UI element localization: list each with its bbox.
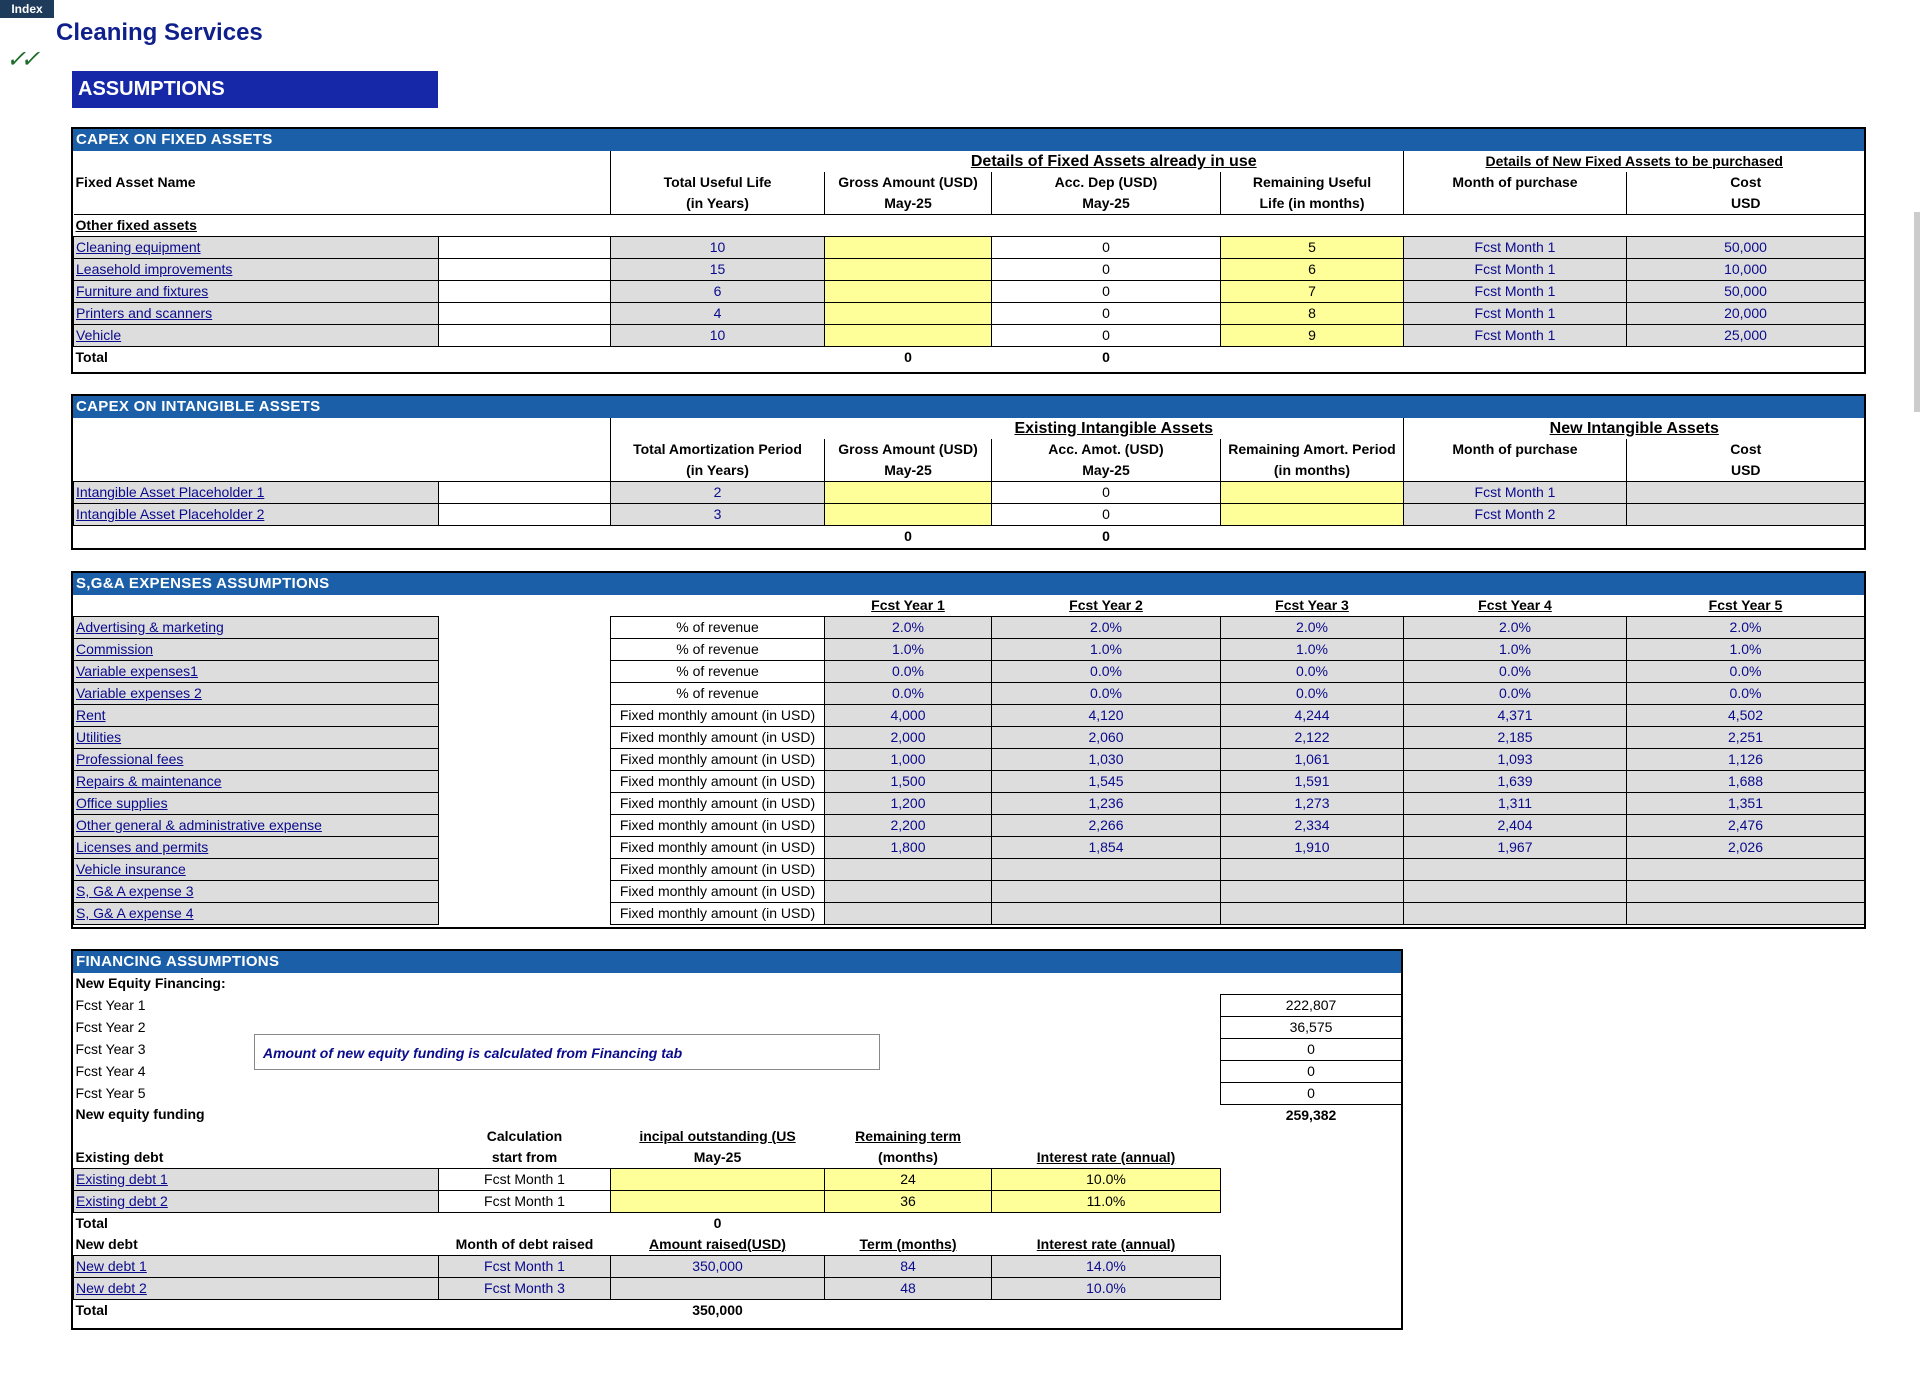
financing-section	[71, 949, 1403, 1330]
col-remaining-header: Remaining Amort. Period	[1221, 439, 1404, 460]
group-new: Details of New Fixed Assets to be purchased	[1404, 151, 1865, 172]
basis-cell[interactable]: Fixed monthly amount (in USD)	[611, 815, 825, 837]
value-cell[interactable]: 2,000	[825, 727, 992, 749]
amount-raised-cell[interactable]: 350,000	[611, 1255, 825, 1277]
existing-total: 0	[713, 1214, 722, 1231]
table-row	[74, 303, 1865, 325]
equity-year-label: Fcst Year 1	[75, 996, 146, 1013]
col-period-header: Total Amortization Period	[611, 439, 825, 460]
col-amot-header: Acc. Amot. (USD)	[992, 439, 1221, 460]
value-cell[interactable]: 2,200	[825, 815, 992, 837]
cost-cell[interactable]: 50,000	[1627, 281, 1865, 303]
value-cell[interactable]	[1221, 903, 1404, 925]
col-life-unit: (in Years)	[611, 193, 825, 215]
expense-name[interactable]: Variable expenses1	[74, 661, 439, 683]
col-month-header: Month of purchase	[1404, 172, 1627, 193]
table-row	[74, 793, 1865, 815]
expense-name[interactable]: Other general & administrative expense	[74, 815, 439, 837]
col-gross-header: Gross Amount (USD)	[825, 172, 992, 193]
table-row	[74, 661, 1865, 683]
asset-name[interactable]: Vehicle	[74, 325, 439, 347]
value-cell[interactable]: 0.0%	[825, 661, 992, 683]
expense-name[interactable]: Advertising & marketing	[74, 617, 439, 639]
capex-fixed-table	[73, 151, 1865, 368]
value-cell[interactable]: 0.0%	[992, 683, 1221, 705]
total-amot: 0	[1102, 528, 1110, 544]
rate-cell[interactable]: 14.0%	[992, 1255, 1221, 1277]
col-principal-date: May-25	[693, 1148, 742, 1165]
useful-life-cell[interactable]: 6	[611, 281, 825, 303]
table-row	[74, 237, 1865, 259]
equity-value-cell[interactable]: 222,807	[1221, 994, 1402, 1016]
equity-year-label: Fcst Year 5	[75, 1084, 146, 1101]
col-month-raised-header: Month of debt raised	[455, 1235, 594, 1252]
month-of-purchase-cell[interactable]: Fcst Month 1	[1404, 237, 1627, 259]
value-cell[interactable]: 2.0%	[1221, 617, 1404, 639]
existing-debt-name[interactable]: Existing debt 1	[74, 1168, 439, 1190]
section-header: FINANCING ASSUMPTIONS	[73, 951, 1401, 973]
value-cell[interactable]	[992, 881, 1221, 903]
remaining-life-cell[interactable]: 9	[1221, 325, 1404, 347]
table-row	[74, 1277, 1402, 1299]
value-cell[interactable]	[1404, 859, 1627, 881]
value-cell[interactable]	[1221, 881, 1404, 903]
equity-title: New Equity Financing:	[75, 975, 226, 991]
table-row	[74, 259, 1865, 281]
year-header: Fcst Year 5	[1708, 597, 1783, 613]
value-cell[interactable]: 2.0%	[1404, 617, 1627, 639]
cost-cell[interactable]: 20,000	[1627, 303, 1865, 325]
col-remaining-unit: (in months)	[1221, 460, 1404, 482]
col-amot-date: May-25	[992, 460, 1221, 482]
month-of-purchase-cell[interactable]: Fcst Month 1	[1404, 281, 1627, 303]
table-row	[74, 1082, 1402, 1104]
new-debt-name[interactable]: New debt 2	[74, 1277, 439, 1299]
table-row	[74, 1168, 1402, 1190]
table-row	[74, 281, 1865, 303]
value-cell[interactable]	[1404, 903, 1627, 925]
equity-year-label: Fcst Year 2	[75, 1018, 146, 1035]
principal-cell[interactable]	[611, 1168, 825, 1190]
subheader: Other fixed assets	[75, 217, 197, 233]
basis-cell[interactable]: Fixed monthly amount (in USD)	[611, 771, 825, 793]
section-header: CAPEX ON INTANGIBLE ASSETS	[73, 396, 1864, 418]
month-of-purchase-cell[interactable]: Fcst Month 2	[1404, 504, 1627, 526]
term-cell[interactable]: 48	[825, 1277, 992, 1299]
section-header: S,G&A EXPENSES ASSUMPTIONS	[73, 573, 1864, 595]
col-gross-date: May-25	[825, 460, 992, 482]
value-cell[interactable]: 4,000	[825, 705, 992, 727]
amount-raised-cell[interactable]	[611, 1277, 825, 1299]
table-row	[74, 727, 1865, 749]
value-cell[interactable]: 4,120	[992, 705, 1221, 727]
group-existing: Existing Intangible Assets	[1014, 420, 1214, 437]
month-raised-cell[interactable]: Fcst Month 3	[439, 1277, 611, 1299]
gross-amount-cell[interactable]	[825, 259, 992, 281]
assumptions-banner: ASSUMPTIONS	[72, 71, 438, 108]
table-row	[74, 683, 1865, 705]
table-row	[74, 994, 1402, 1016]
group-new: New Intangible Assets	[1404, 418, 1865, 439]
intangible-name[interactable]: Intangible Asset Placeholder 1	[74, 482, 439, 504]
cost-cell[interactable]: 25,000	[1627, 325, 1865, 347]
table-row	[74, 504, 1865, 526]
gross-amount-cell[interactable]	[825, 504, 992, 526]
col-gross-header: Gross Amount (USD)	[825, 439, 992, 460]
page-title: Cleaning Services	[56, 19, 263, 46]
value-cell[interactable]: 1.0%	[1627, 639, 1865, 661]
table-row	[74, 325, 1865, 347]
start-cell[interactable]: Fcst Month 1	[439, 1168, 611, 1190]
equity-note: Amount of new equity funding is calculated from Financing tab	[254, 1034, 880, 1070]
col-rate-header: Interest rate (annual)	[1036, 1148, 1176, 1165]
cost-cell[interactable]	[1627, 482, 1865, 504]
value-cell[interactable]: 0.0%	[1221, 661, 1404, 683]
value-cell[interactable]: 1,545	[992, 771, 1221, 793]
value-cell[interactable]: 2,266	[992, 815, 1221, 837]
sga-table	[73, 595, 1865, 925]
expense-name[interactable]: Office supplies	[74, 793, 439, 815]
month-of-purchase-cell[interactable]: Fcst Month 1	[1404, 325, 1627, 347]
col-calc-header: Calculation	[486, 1127, 563, 1144]
table-row	[74, 837, 1865, 859]
capex-fixed-section	[71, 127, 1866, 374]
value-cell[interactable]: 2.0%	[992, 617, 1221, 639]
value-cell[interactable]: 0.0%	[1221, 683, 1404, 705]
value-cell[interactable]	[992, 903, 1221, 925]
equity-year-label: Fcst Year 4	[75, 1062, 146, 1079]
table-row	[74, 1190, 1402, 1212]
basis-cell[interactable]: Fixed monthly amount (in USD)	[611, 727, 825, 749]
useful-life-cell[interactable]: 15	[611, 259, 825, 281]
col-period-unit: (in Years)	[611, 460, 825, 482]
value-cell[interactable]: 1,688	[1627, 771, 1865, 793]
value-cell[interactable]: 0.0%	[825, 683, 992, 705]
value-cell[interactable]: 2,026	[1627, 837, 1865, 859]
table-row	[74, 771, 1865, 793]
existing-debt-title: Existing debt	[75, 1148, 164, 1165]
table-row	[74, 859, 1865, 881]
useful-life-cell[interactable]: 10	[611, 325, 825, 347]
value-cell[interactable]: 2,185	[1404, 727, 1627, 749]
basis-cell[interactable]: Fixed monthly amount (in USD)	[611, 881, 825, 903]
value-cell[interactable]	[825, 881, 992, 903]
remaining-life-cell[interactable]: 6	[1221, 259, 1404, 281]
new-debt-name[interactable]: New debt 1	[74, 1255, 439, 1277]
basis-cell[interactable]: Fixed monthly amount (in USD)	[611, 837, 825, 859]
value-cell[interactable]: 4,502	[1627, 705, 1865, 727]
remaining-period-cell[interactable]	[1221, 482, 1404, 504]
table-row	[74, 639, 1865, 661]
col-cost-header: Cost	[1627, 172, 1865, 193]
asset-name[interactable]: Cleaning equipment	[74, 237, 439, 259]
value-cell[interactable]: 1,273	[1221, 793, 1404, 815]
value-cell[interactable]: 1.0%	[825, 639, 992, 661]
new-total-label: Total	[75, 1301, 108, 1318]
table-row	[74, 749, 1865, 771]
acc-dep-cell[interactable]: 0	[992, 259, 1221, 281]
rate-cell[interactable]: 10.0%	[992, 1277, 1221, 1299]
value-cell[interactable]	[825, 903, 992, 925]
table-row	[74, 482, 1865, 504]
value-cell[interactable]: 1,311	[1404, 793, 1627, 815]
term-cell[interactable]: 84	[825, 1255, 992, 1277]
value-cell[interactable]: 0.0%	[1404, 683, 1627, 705]
expense-name[interactable]: Variable expenses 2	[74, 683, 439, 705]
value-cell[interactable]: 1.0%	[1221, 639, 1404, 661]
value-cell[interactable]: 2,476	[1627, 815, 1865, 837]
useful-life-cell[interactable]: 10	[611, 237, 825, 259]
value-cell[interactable]	[1627, 881, 1865, 903]
value-cell[interactable]: 1,126	[1627, 749, 1865, 771]
gross-amount-cell[interactable]	[825, 281, 992, 303]
section-header: CAPEX ON FIXED ASSETS	[73, 129, 1864, 151]
month-raised-cell[interactable]: Fcst Month 1	[439, 1255, 611, 1277]
value-cell[interactable]: 1,591	[1221, 771, 1404, 793]
expense-name[interactable]: Repairs & maintenance	[74, 771, 439, 793]
term-cell[interactable]: 24	[825, 1168, 992, 1190]
value-cell[interactable]	[1627, 903, 1865, 925]
period-cell[interactable]: 2	[611, 482, 825, 504]
gross-amount-cell[interactable]	[825, 237, 992, 259]
expense-name[interactable]: S, G& A expense 3	[74, 881, 439, 903]
table-row	[74, 881, 1865, 903]
scrollbar[interactable]	[1914, 212, 1920, 412]
gross-amount-cell[interactable]	[825, 482, 992, 504]
value-cell[interactable]	[825, 859, 992, 881]
col-calc-sub: start from	[491, 1148, 558, 1165]
term-cell[interactable]: 36	[825, 1190, 992, 1212]
value-cell[interactable]: 2,060	[992, 727, 1221, 749]
value-cell[interactable]	[992, 859, 1221, 881]
equity-year-label: Fcst Year 3	[75, 1040, 146, 1057]
value-cell[interactable]: 2.0%	[1627, 617, 1865, 639]
period-cell[interactable]: 3	[611, 504, 825, 526]
col-amount-raised-header: Amount raised(USD)	[649, 1235, 786, 1252]
total-label: Total	[75, 349, 108, 365]
expense-name[interactable]: Licenses and permits	[74, 837, 439, 859]
value-cell[interactable]: 1,093	[1404, 749, 1627, 771]
col-remaining-unit: Life (in months)	[1221, 193, 1404, 215]
basis-cell[interactable]: Fixed monthly amount (in USD)	[611, 705, 825, 727]
table-row	[74, 903, 1865, 925]
basis-cell[interactable]: % of revenue	[611, 639, 825, 661]
value-cell[interactable]: 1.0%	[1404, 639, 1627, 661]
equity-total: 259,382	[1285, 1106, 1337, 1123]
gross-amount-cell[interactable]	[825, 325, 992, 347]
new-total: 350,000	[692, 1301, 743, 1318]
value-cell[interactable]: 0.0%	[1404, 661, 1627, 683]
value-cell[interactable]: 1,351	[1627, 793, 1865, 815]
remaining-life-cell[interactable]: 8	[1221, 303, 1404, 325]
existing-debt-name[interactable]: Existing debt 2	[74, 1190, 439, 1212]
start-cell[interactable]: Fcst Month 1	[439, 1190, 611, 1212]
basis-cell[interactable]: % of revenue	[611, 661, 825, 683]
rate-cell[interactable]: 10.0%	[992, 1168, 1221, 1190]
expense-name[interactable]: Professional fees	[74, 749, 439, 771]
value-cell[interactable]: 2,122	[1221, 727, 1404, 749]
table-row	[74, 705, 1865, 727]
remaining-life-cell[interactable]: 7	[1221, 281, 1404, 303]
month-of-purchase-cell[interactable]: Fcst Month 1	[1404, 303, 1627, 325]
col-gross-date: May-25	[825, 193, 992, 215]
useful-life-cell[interactable]: 4	[611, 303, 825, 325]
value-cell[interactable]: 1.0%	[992, 639, 1221, 661]
basis-cell[interactable]: % of revenue	[611, 683, 825, 705]
col-accdep-header: Acc. Dep (USD)	[992, 172, 1221, 193]
expense-name[interactable]: S, G& A expense 4	[74, 903, 439, 925]
value-cell[interactable]: 1,030	[992, 749, 1221, 771]
value-cell[interactable]: 0.0%	[1627, 661, 1865, 683]
total-gross: 0	[904, 528, 912, 544]
year-header: Fcst Year 1	[871, 597, 945, 613]
total-gross: 0	[904, 349, 912, 365]
acc-dep-cell[interactable]: 0	[992, 325, 1221, 347]
value-cell[interactable]: 1,639	[1404, 771, 1627, 793]
col-month-header: Month of purchase	[1404, 439, 1627, 460]
total-accdep: 0	[1102, 349, 1110, 365]
index-button[interactable]: Index	[0, 0, 54, 18]
financing-table	[73, 973, 1402, 1321]
equity-total-label: New equity funding	[75, 1106, 205, 1123]
col-term-header: Remaining term	[855, 1127, 961, 1144]
value-cell[interactable]: 1,967	[1404, 837, 1627, 859]
value-cell[interactable]: 1,061	[1221, 749, 1404, 771]
table-row	[74, 1255, 1402, 1277]
value-cell[interactable]	[1404, 881, 1627, 903]
col-term-unit: (months)	[878, 1148, 938, 1165]
year-header: Fcst Year 3	[1275, 597, 1349, 613]
value-cell[interactable]: 1,000	[825, 749, 992, 771]
col-term-months-header: Term (months)	[859, 1235, 957, 1252]
principal-cell[interactable]	[611, 1190, 825, 1212]
value-cell[interactable]: 2,404	[1404, 815, 1627, 837]
asset-name[interactable]: Leasehold improvements	[74, 259, 439, 281]
capex-intangible-section	[71, 394, 1866, 550]
asset-name[interactable]: Furniture and fixtures	[74, 281, 439, 303]
checkmark-icon: ✓✓	[6, 46, 35, 73]
acc-dep-cell[interactable]: 0	[992, 237, 1221, 259]
acc-dep-cell[interactable]: 0	[992, 303, 1221, 325]
col-rate-header: Interest rate (annual)	[1036, 1235, 1176, 1252]
basis-cell[interactable]: Fixed monthly amount (in USD)	[611, 749, 825, 771]
cost-cell[interactable]: 10,000	[1627, 259, 1865, 281]
value-cell[interactable]: 1,800	[825, 837, 992, 859]
value-cell[interactable]: 1,910	[1221, 837, 1404, 859]
col-name-header: Fixed Asset Name	[75, 174, 196, 190]
basis-cell[interactable]: Fixed monthly amount (in USD)	[611, 903, 825, 925]
group-in-use: Details of Fixed Assets already in use	[970, 153, 1257, 170]
month-of-purchase-cell[interactable]: Fcst Month 1	[1404, 259, 1627, 281]
acc-dep-cell[interactable]: 0	[992, 281, 1221, 303]
table-row	[74, 617, 1865, 639]
expense-name[interactable]: Commission	[74, 639, 439, 661]
value-cell[interactable]: 2,334	[1221, 815, 1404, 837]
expense-name[interactable]: Rent	[74, 705, 439, 727]
value-cell[interactable]: 0.0%	[1627, 683, 1865, 705]
month-of-purchase-cell[interactable]: Fcst Month 1	[1404, 482, 1627, 504]
col-life-header: Total Useful Life	[611, 172, 825, 193]
value-cell[interactable]: 0.0%	[992, 661, 1221, 683]
gross-amount-cell[interactable]	[825, 303, 992, 325]
value-cell[interactable]: 1,236	[992, 793, 1221, 815]
basis-cell[interactable]: Fixed monthly amount (in USD)	[611, 793, 825, 815]
asset-name[interactable]: Printers and scanners	[74, 303, 439, 325]
acc-amot-cell[interactable]: 0	[992, 504, 1221, 526]
existing-total-label: Total	[75, 1214, 108, 1231]
table-row	[74, 815, 1865, 837]
capex-intangible-table	[73, 418, 1865, 547]
col-accdep-date: May-25	[992, 193, 1221, 215]
basis-cell[interactable]: % of revenue	[611, 617, 825, 639]
equity-value-cell[interactable]: 0	[1221, 1060, 1402, 1082]
col-principal-header: incipal outstanding (US	[639, 1127, 796, 1144]
sga-section	[71, 571, 1866, 929]
value-cell[interactable]: 1,854	[992, 837, 1221, 859]
equity-value-cell[interactable]: 0	[1221, 1082, 1402, 1104]
value-cell[interactable]	[1627, 859, 1865, 881]
expense-name[interactable]: Vehicle insurance	[74, 859, 439, 881]
value-cell[interactable]: 1,200	[825, 793, 992, 815]
value-cell[interactable]: 1,500	[825, 771, 992, 793]
year-header: Fcst Year 2	[1069, 597, 1143, 613]
equity-value-cell[interactable]: 36,575	[1221, 1016, 1402, 1038]
rate-cell[interactable]: 11.0%	[992, 1190, 1221, 1212]
col-cost-unit: USD	[1627, 460, 1865, 482]
value-cell[interactable]: 2,251	[1627, 727, 1865, 749]
remaining-period-cell[interactable]	[1221, 504, 1404, 526]
cost-cell[interactable]	[1627, 504, 1865, 526]
value-cell[interactable]: 4,244	[1221, 705, 1404, 727]
year-header: Fcst Year 4	[1478, 597, 1552, 613]
basis-cell[interactable]: Fixed monthly amount (in USD)	[611, 859, 825, 881]
col-cost-unit: USD	[1627, 193, 1865, 215]
intangible-name[interactable]: Intangible Asset Placeholder 2	[74, 504, 439, 526]
value-cell[interactable]: 2.0%	[825, 617, 992, 639]
cost-cell[interactable]: 50,000	[1627, 237, 1865, 259]
value-cell[interactable]: 4,371	[1404, 705, 1627, 727]
acc-amot-cell[interactable]: 0	[992, 482, 1221, 504]
new-debt-title: New debt	[75, 1235, 138, 1252]
col-cost-header: Cost	[1627, 439, 1865, 460]
expense-name[interactable]: Utilities	[74, 727, 439, 749]
col-remaining-header: Remaining Useful	[1221, 172, 1404, 193]
remaining-life-cell[interactable]: 5	[1221, 237, 1404, 259]
value-cell[interactable]	[1221, 859, 1404, 881]
equity-value-cell[interactable]: 0	[1221, 1038, 1402, 1060]
